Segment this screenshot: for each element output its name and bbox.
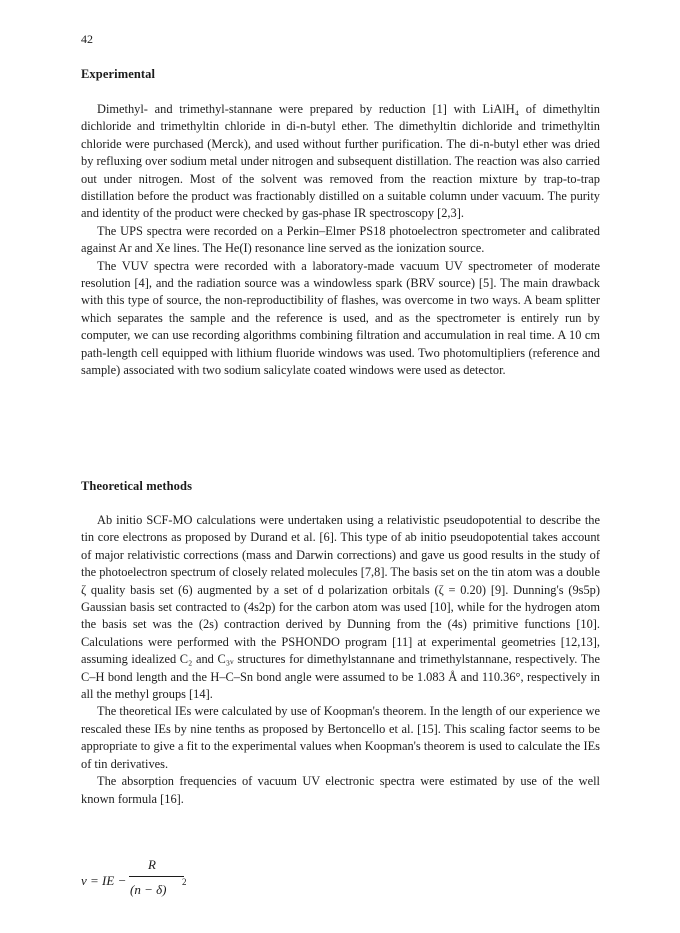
paragraph: Dimethyl- and trimethyl-stannane were prepared by reduction [1] with LiAlH₄ of dimethyltin dichloride and trimethyltin chloride in di-n-butyl ether. The dimethyltin dichloride and trimethyltin chloride were purchased (Merck), and used without further purification. The di-n-butyl ether was dried by refluxing over sodium metal under nitrogen and subsequent distillation. The reaction was also carried out under nitrogen. Most of the solvent was removed from the reaction mixture by trap-to-trap distillation before the product was fractionably distilled on a suitable column under vacuum. The purity and identity of the product were checked by gas-phase IR spectroscopy [2,3].: [81, 102, 600, 221]
rydberg-formula: [81, 855, 281, 925]
paragraph: The theoretical IEs were calculated by use of Koopman's theorem. In the length of our experience we rescaled these IEs by nine tenths as proposed by Bertoncello et al. [15]. This scaling factor seems to be appropriate to give a fit to the experimental values when Koopman's theorem is used to calculate the IEs of tin derivatives.: [81, 704, 600, 771]
paragraph: Ab initio SCF-MO calculations were undertaken using a relativistic pseudopotential to describe the tin core electrons as proposed by Durand et al. [6]. This type of ab initio pseudopotential takes account of major relativistic corrections (mass and Darwin corrections) and gave us good results in the study of the photoelectron spectrum of closely related molecules [7,8]. The basis set on the tin atom was a double ζ quality basis set (6) augmented by a set of d polarization orbitals (ζ = 0.20) [9]. Dunning's (9s5p) Gaussian basis set contracted to (4s2p) for the carbon atom was used [10], while for the hydrogen atom the basis set was the (2s) contraction derived by Dunning from the (4s) primitive functions [10]. Calculations were performed with the PSHONDO program [11] at experimental geometries [12,13], assuming idealized C₂ and C₃ᵥ structures for dimethylstannane and trimethylstannane, respectively. The C–H bond length and the H–C–Sn bond angle were assumed to be 1.083 Å and 110.36°, respectively in all the methyl groups [14].: [81, 513, 600, 702]
experimental-section: [81, 101, 600, 380]
paragraph: The UPS spectra were recorded on a Perkin–Elmer PS18 photoelectron spectrometer and calibrated against Ar and Xe lines. The He(I) resonance line served as the ionization source.: [81, 223, 600, 256]
theoretical-heading: Theoretical methods: [81, 479, 193, 493]
equation-denominator: (n − δ): [130, 882, 167, 897]
equation-lhs: ν = IE −: [81, 873, 127, 888]
fraction-bar: [129, 876, 184, 877]
page-number: 42: [81, 32, 93, 46]
equation-numerator: R: [148, 857, 156, 872]
theoretical-section: [81, 512, 600, 808]
equation-exponent: 2: [182, 877, 187, 887]
paragraph: The absorption frequencies of vacuum UV electronic spectra were estimated by use of the well known formula [16].: [81, 774, 600, 806]
experimental-heading: Experimental: [81, 67, 156, 81]
paragraph: The VUV spectra were recorded with a laboratory-made vacuum UV spectrometer of moderate resolution [4], and the radiation source was a windowless spark (BRV source) [5]. The main drawback with this type of source, the non-reproductibility of flashes, was overcome in two ways. A beam splitter which separates the sample and the reference is used, and as the spectrometer is entirely run by computer, we can use recording algorithms combining filtration and accumulation in real time. A 10 cm path-length cell equipped with lithium fluoride windows was used. Two photomultipliers (reference and sample) associated with two sodium salicylate coated windows were used as detector.: [81, 258, 600, 378]
